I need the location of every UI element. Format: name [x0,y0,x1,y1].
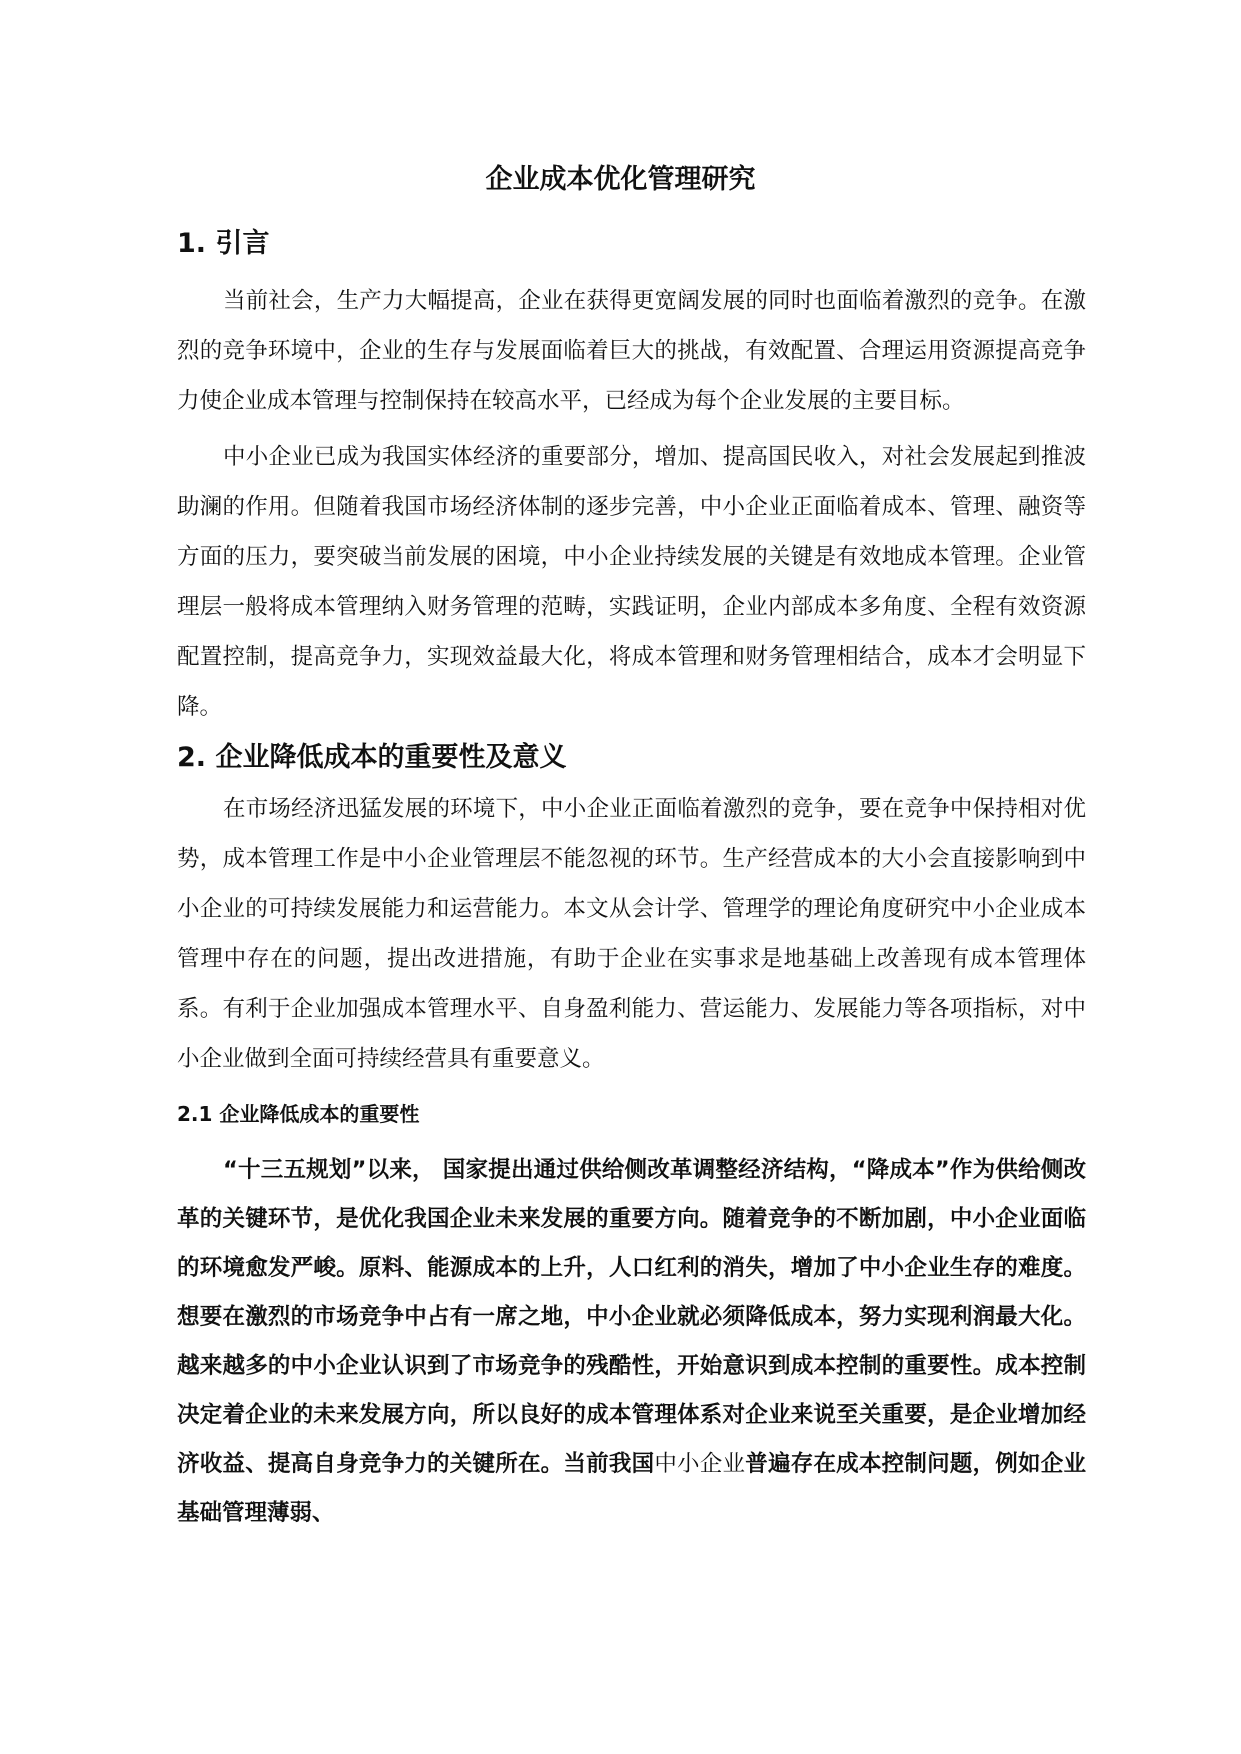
section-heading-importance: 2. 企业降低成本的重要性及意义 [177,742,567,773]
bold-text: “十三五规划”以来， 国家提出通过供给侧改革调整经济结构，“降成本”作为供给侧改革的关键环节，是优化我国企业未来发展的重要方向。随着竞争的不断加剧，中小企业面临的环境愈发严峻。原料、能源成本的上升，人口红利的消失，增加了中小企业生存的难度。想要在激烈的市场竞争中占有一席之地，中小企业就必须降低成本，努力实现利润最大化。越来越多的中小企业认识到了市场竞争的残酷性，开始意识到成本控制的重要性。成本控制决定着企业的未来发展方向，所以良好的成本管理体系对企业来说至关重要，是企业增加经济收益、提高自身竞争力的关键所在。当前我国 [177,1157,1086,1477]
bold-text-tail: 普遍存在成本控制问题，例如企业基础管理薄弱、 [177,1451,1086,1526]
paragraph: 在市场经济迅猛发展的环境下，中小企业正面临着激烈的竞争，要在竞争中保持相对优势，成本管理工作是中小企业管理层不能忽视的环节。生产经营成本的大小会直接影响到中小企业的可持续发展能力和运营能力。本文从会计学、管理学的理论角度研究中小企业成本管理中存在的问题，提出改进措施，有助于企业在实事求是地基础上改善现有成本管理体系。有利于企业加强成本管理水平、自身盈利能力、营运能力、发展能力等各项指标，对中小企业做到全面可持续经营具有重要意义。 [177,796,1086,1072]
paragraph: 中小企业已成为我国实体经济的重要部分，增加、提高国民收入，对社会发展起到推波助澜的作用。但随着我国市场经济体制的逐步完善，中小企业正面临着成本、管理、融资等方面的压力，要突破当前发展的困境，中小企业持续发展的关键是有效地成本管理。企业管理层一般将成本管理纳入财务管理的范畴，实践证明，企业内部成本多角度、全程有效资源配置控制，提高竞争力，实现效益最大化，将成本管理和财务管理相结合，成本才会明显下降。 [177,444,1086,720]
bold-paragraph [177,1146,1086,1538]
section-heading-introduction: 1. 引言 [177,228,270,259]
document-title: 企业成本优化管理研究 [485,164,756,195]
normal-inline-text: 中小企业 [654,1451,746,1477]
document-body [177,222,1086,1538]
subsection-heading: 2.1 企业降低成本的重要性 [177,1102,420,1126]
paragraph: 当前社会，生产力大幅提高，企业在获得更宽阔发展的同时也面临着激烈的竞争。在激烈的竞争环境中，企业的生存与发展面临着巨大的挑战，有效配置、合理运用资源提高竞争力使企业成本管理与控制保持在较高水平，已经成为每个企业发展的主要目标。 [177,288,1086,414]
